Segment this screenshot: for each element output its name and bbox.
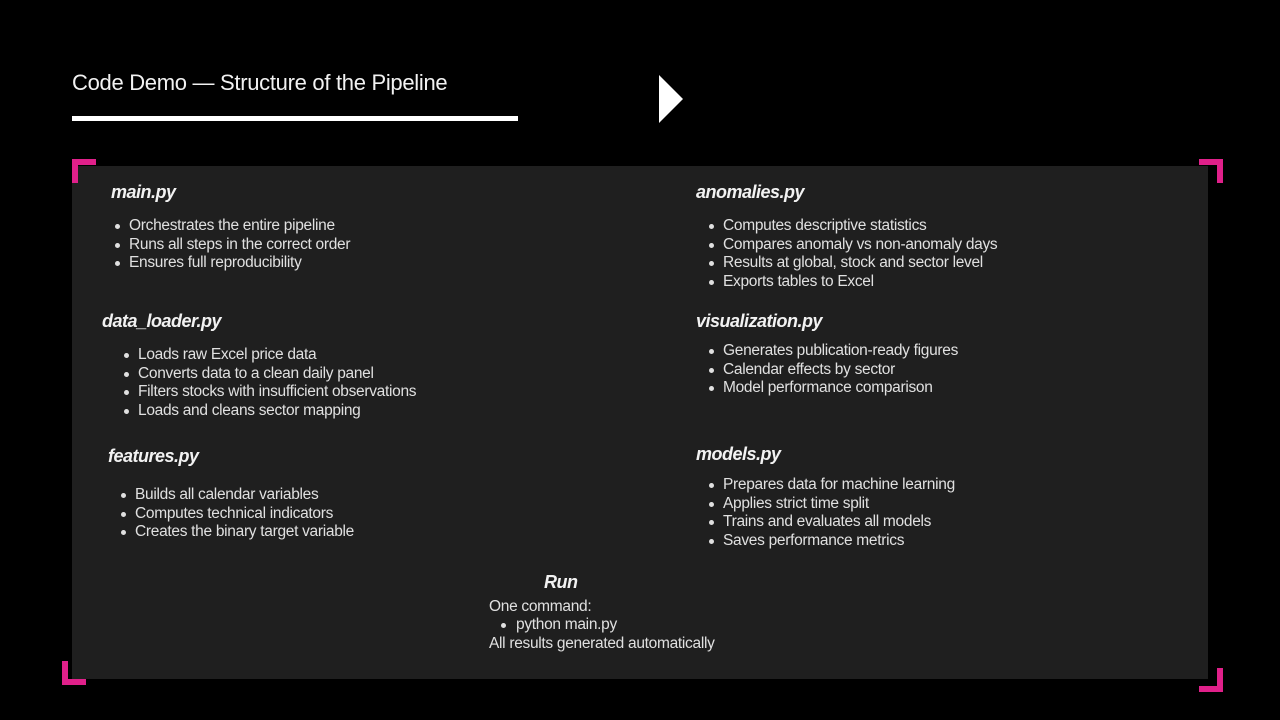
slide-title: Code Demo — Structure of the Pipeline [72, 70, 448, 95]
title-underline [72, 116, 518, 121]
module-title: data_loader.py [102, 311, 222, 331]
module-main [111, 182, 350, 273]
list-item: Trains and evaluates all models [705, 513, 955, 532]
corner-marker-top-right [1199, 159, 1223, 183]
module-features [108, 446, 354, 542]
list-item: Creates the binary target variable [117, 523, 354, 542]
list-item: Builds all calendar variables [117, 486, 354, 505]
run-outro: All results generated automatically [489, 635, 715, 652]
list-item: Calendar effects by sector [705, 361, 958, 380]
run-intro: One command: [489, 598, 592, 615]
module-anomalies [696, 182, 997, 291]
list-item: Prepares data for machine learning [705, 476, 955, 495]
list-item: Converts data to a clean daily panel [120, 365, 416, 384]
module-title: anomalies.py [696, 182, 805, 202]
module-data-loader [102, 311, 416, 420]
list-item: Results at global, stock and sector level [705, 254, 997, 273]
list-item: Model performance comparison [705, 379, 958, 398]
list-item: Orchestrates the entire pipeline [111, 217, 350, 236]
list-item: Ensures full reproducibility [111, 254, 350, 273]
module-bullet-list [705, 476, 955, 550]
module-visualization [696, 311, 958, 398]
list-item: Computes technical indicators [117, 505, 354, 524]
module-title: main.py [111, 182, 176, 202]
module-bullet-list [120, 346, 416, 420]
module-title: visualization.py [696, 311, 823, 331]
module-bullet-list [705, 217, 997, 291]
list-item: Exports tables to Excel [705, 273, 997, 292]
module-bullet-list [111, 217, 350, 273]
list-item: Computes descriptive statistics [705, 217, 997, 236]
corner-marker-bottom-right [1199, 668, 1223, 692]
list-item: Compares anomaly vs non-anomaly days [705, 236, 997, 255]
module-bullet-list [705, 342, 958, 398]
list-item: Filters stocks with insufficient observations [120, 383, 416, 402]
run-command: python main.py [498, 616, 617, 635]
list-item: Generates publication-ready figures [705, 342, 958, 361]
module-models [696, 444, 955, 550]
list-item: Runs all steps in the correct order [111, 236, 350, 255]
corner-marker-top-left [72, 159, 96, 183]
corner-marker-bottom-left [62, 661, 86, 685]
module-title: models.py [696, 444, 781, 464]
list-item: Applies strict time split [705, 495, 955, 514]
module-bullet-list [117, 486, 354, 542]
list-item: Loads and cleans sector mapping [120, 402, 416, 421]
list-item: Saves performance metrics [705, 532, 955, 551]
run-title: Run [544, 572, 578, 592]
module-title: features.py [108, 446, 199, 466]
list-item: Loads raw Excel price data [120, 346, 416, 365]
play-icon[interactable] [659, 75, 683, 123]
